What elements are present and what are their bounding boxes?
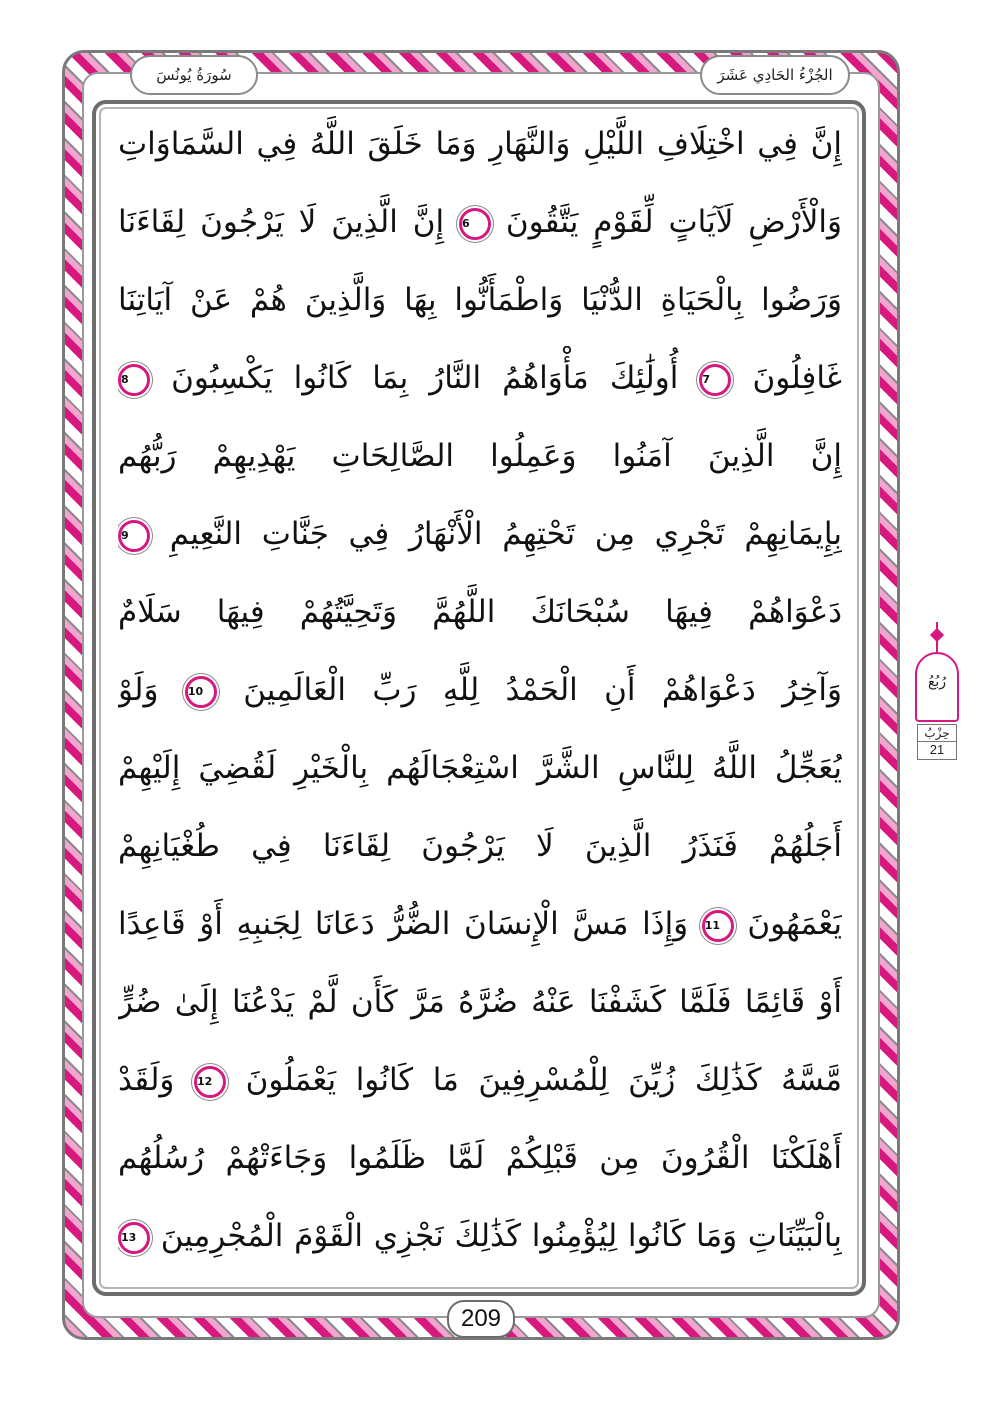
text-line xyxy=(118,580,842,644)
verse-text: وَآخِرُ دَعْوَاهُمْ أَنِ الْحَمْدُ لِلَّهِ رَبِّ الْعَالَمِينَ xyxy=(243,672,842,708)
text-line xyxy=(118,1126,842,1190)
verse-text: أَهْلَكْنَا الْقُرُونَ مِن قَبْلِكُمْ لَمَّا ظَلَمُوا وَجَاءَتْهُمْ رُسُلُهُم xyxy=(118,1140,842,1176)
verse-text: غَافِلُونَ xyxy=(752,360,842,396)
verse-text: وَلَوْ xyxy=(118,672,159,708)
verse-text: إِنَّ الَّذِينَ آمَنُوا وَعَمِلُوا الصَّالِحَاتِ يَهْدِيهِمْ رَبُّهُم xyxy=(118,438,842,474)
verse-text: وَإِذَا مَسَّ الْإِنسَانَ الضُّرُّ دَعَانَا لِجَنبِهِ أَوْ قَاعِدًا xyxy=(118,906,689,942)
text-line xyxy=(118,424,842,488)
ayah-number-marker: 8 xyxy=(118,364,150,396)
ayah-number-marker: 10 xyxy=(185,676,217,708)
text-line xyxy=(118,112,842,176)
ayah-number-marker: 13 xyxy=(118,1222,150,1254)
verse-text: أَجَلُهُمْ فَنَذَرُ الَّذِينَ لَا يَرْجُونَ لِقَاءَنَا فِي طُغْيَانِهِمْ xyxy=(118,828,842,864)
ayah-number-marker: 7 xyxy=(699,364,731,396)
text-line xyxy=(118,190,842,254)
verse-text: بِإِيمَانِهِمْ تَجْرِي مِن تَحْتِهِمُ الْأَنْهَارُ فِي جَنَّاتِ النَّعِيمِ xyxy=(169,516,842,552)
text-line xyxy=(118,268,842,332)
hizb-marker xyxy=(912,622,962,762)
text-line xyxy=(118,736,842,800)
page-number-badge xyxy=(447,1300,515,1338)
verse-text: إِنَّ فِي اخْتِلَافِ اللَّيْلِ وَالنَّهَارِ وَمَا خَلَقَ اللَّهُ فِي السَّمَاوَاتِ xyxy=(118,126,842,162)
verse-text: إِنَّ الَّذِينَ لَا يَرْجُونَ لِقَاءَنَا xyxy=(118,204,445,240)
text-line xyxy=(118,1204,842,1268)
hizb-label: حِزْبُ xyxy=(924,726,950,740)
juz-name-cartouche xyxy=(700,55,850,95)
verse-text: أُولَٰئِكَ مَأْوَاهُمُ النَّارُ بِمَا كَانُوا يَكْسِبُونَ xyxy=(171,360,679,396)
surah-name-cartouche xyxy=(130,55,258,95)
ayah-number-marker: 11 xyxy=(702,910,734,942)
verse-text: وَلَقَدْ xyxy=(118,1062,175,1098)
ayah-number-marker: 12 xyxy=(194,1066,226,1098)
verse-text: أَوْ قَائِمًا فَلَمَّا كَشَفْنَا عَنْهُ ضُرَّهُ مَرَّ كَأَن لَّمْ يَدْعُنَا إِلَىٰ ضُرٍّ xyxy=(118,984,842,1020)
text-line xyxy=(118,1048,842,1112)
verse-text: يَعْمَهُونَ xyxy=(747,906,842,942)
ayah-number-marker: 9 xyxy=(118,520,150,552)
text-line xyxy=(118,658,842,722)
juz-name: الجُزْءُ الحَادِي عَشَرَ xyxy=(717,66,833,84)
rub-label: رُبُعُ xyxy=(927,674,947,690)
text-line xyxy=(118,502,842,566)
verse-text: وَرَضُوا بِالْحَيَاةِ الدُّنْيَا وَاطْمَأَنُّوا بِهَا وَالَّذِينَ هُمْ عَنْ آيَاتِنَا xyxy=(118,282,842,318)
verse-text: يُعَجِّلُ اللَّهُ لِلنَّاسِ الشَّرَّ اسْتِعْجَالَهُم بِالْخَيْرِ لَقُضِيَ إِلَيْهِمْ xyxy=(118,750,842,786)
text-line xyxy=(118,892,842,956)
text-line xyxy=(118,970,842,1034)
text-line xyxy=(118,346,842,410)
verse-text: دَعْوَاهُمْ فِيهَا سُبْحَانَكَ اللَّهُمَّ وَتَحِيَّتُهُمْ فِيهَا سَلَامٌ xyxy=(118,594,842,630)
page-number: 209 xyxy=(460,1305,502,1332)
text-line xyxy=(118,814,842,878)
hizb-number: 21 xyxy=(918,741,956,758)
quran-text-block xyxy=(118,112,842,1282)
verse-text: مَّسَّهُ كَذَٰلِكَ زُيِّنَ لِلْمُسْرِفِينَ مَا كَانُوا يَعْمَلُونَ xyxy=(245,1062,842,1098)
verse-text: بِالْبَيِّنَاتِ وَمَا كَانُوا لِيُؤْمِنُوا كَذَٰلِكَ نَجْزِي الْقَوْمَ الْمُجْرِمِينَ xyxy=(160,1218,842,1254)
marker-finial-icon xyxy=(932,622,942,652)
surah-name: سُورَةُ يُونُسَ xyxy=(156,66,232,84)
ayah-number-marker: 6 xyxy=(459,208,491,240)
hizb-box xyxy=(917,724,957,760)
verse-text: وَالْأَرْضِ لَآيَاتٍ لِّقَوْمٍ يَتَّقُونَ xyxy=(505,204,842,240)
